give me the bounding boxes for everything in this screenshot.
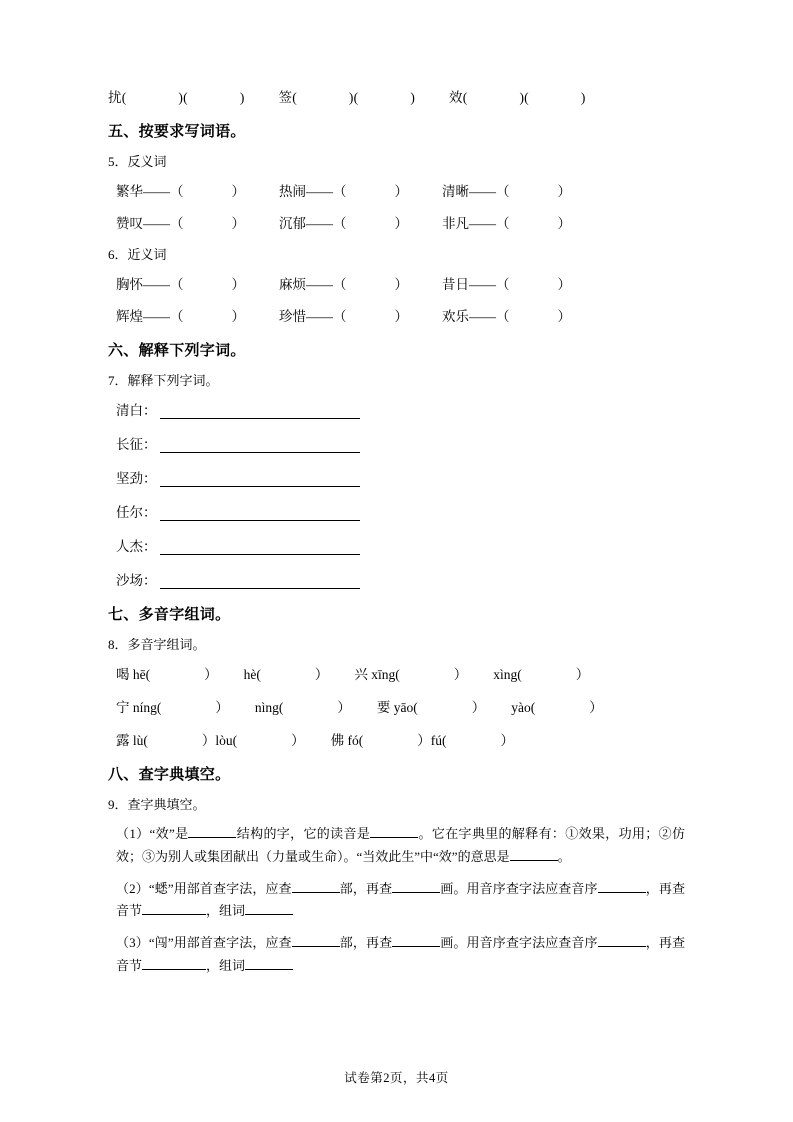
question-6-number: 6． bbox=[108, 247, 128, 262]
section-heading-six: 六、解释下列字词。 bbox=[108, 343, 246, 359]
dict-item-3-mid3: ，再查音节 bbox=[116, 935, 685, 973]
dict-item-2-mid2: 画。用音序查字法应查音序 bbox=[440, 880, 598, 896]
polyphone-char: 佛 bbox=[330, 733, 345, 748]
antonym-prompt: 热闹——（ bbox=[279, 184, 347, 199]
dict-item-1 bbox=[108, 823, 685, 869]
dict-blank[interactable] bbox=[392, 946, 440, 947]
dict-item-1-prefix: （1）“效”是 bbox=[116, 826, 189, 841]
definition-answer-line[interactable] bbox=[160, 404, 360, 419]
question-7-title bbox=[108, 370, 685, 389]
dict-blank[interactable] bbox=[188, 837, 236, 838]
question-8-number: 8． bbox=[108, 637, 128, 652]
dict-blank[interactable] bbox=[392, 892, 440, 893]
question-5-title bbox=[108, 151, 685, 170]
polyphone-char: 露 bbox=[116, 733, 130, 748]
definition-word: 人杰： bbox=[116, 539, 157, 554]
synonym-prompt: 辉煌——（ bbox=[116, 309, 184, 324]
dict-item-1-mid2: 。它在字典里的解释有：①效果，功用；②仿效；③为别人或集团献出（力量或生命）。“当效此生”中“效”的意思是 bbox=[116, 826, 685, 864]
synonym-prompt: 胸怀——（ bbox=[116, 277, 184, 292]
polyphone-pinyin: fú( bbox=[430, 733, 447, 748]
definition-word: 沙场： bbox=[116, 573, 157, 588]
antonym-row-1: 繁华——（ ） 热闹——（ ） 清晰——（ ） bbox=[108, 180, 685, 200]
definition-answer-line[interactable] bbox=[160, 574, 360, 589]
definition-word: 坚劲： bbox=[116, 471, 157, 486]
synonym-row-2: 辉煌——（ ） 珍惜——（ ） 欢乐——（ ） bbox=[108, 305, 685, 325]
question-6-title bbox=[108, 244, 685, 263]
polyphone-pinyin: nìng( bbox=[254, 700, 284, 715]
definition-word: 任尔： bbox=[116, 505, 157, 520]
antonym-prompt: 沉郁——（ bbox=[279, 216, 347, 231]
antonym-prompt: 清晰——（ bbox=[442, 184, 510, 199]
dict-blank[interactable] bbox=[510, 860, 558, 861]
polyphone-row-3: 露 lù( ）lòu( ） 佛 fó( ）fú( ） bbox=[116, 733, 514, 748]
dict-blank[interactable] bbox=[245, 969, 293, 970]
dict-item-2 bbox=[108, 878, 685, 924]
top-fill-char-2: 签 bbox=[278, 90, 293, 105]
antonym-row-2: 赞叹——（ ） 沉郁——（ ） 非凡——（ ） bbox=[108, 212, 685, 232]
section-heading-five: 五、按要求写词语。 bbox=[108, 124, 246, 140]
definition-row bbox=[108, 399, 685, 419]
definition-row bbox=[108, 433, 685, 453]
dict-blank[interactable] bbox=[292, 892, 340, 893]
dict-blank[interactable] bbox=[245, 914, 293, 915]
question-9-label: 查字典填空。 bbox=[127, 797, 206, 812]
polyphone-row-2: 宁 níng( ） nìng( ） 要 yāo( ） yào( ） bbox=[116, 700, 603, 715]
top-fill-char-3: 效 bbox=[449, 90, 463, 105]
dict-blank[interactable] bbox=[598, 946, 646, 947]
dict-item-2-mid1: 部，再查 bbox=[339, 880, 393, 896]
polyphone-pinyin: lù( bbox=[132, 733, 148, 748]
polyphone-pinyin: hè( bbox=[243, 667, 261, 682]
polyphone-pinyin: lòu( bbox=[215, 733, 238, 748]
polyphone-pinyin: fó( bbox=[347, 733, 364, 748]
top-fill-row: 扰( )( ) 签( )( ) 效( )( ) bbox=[108, 90, 586, 105]
polyphone-pinyin: xìng( bbox=[493, 667, 522, 682]
definition-answer-line[interactable] bbox=[160, 506, 360, 521]
question-5-label: 反义词 bbox=[127, 154, 167, 169]
synonym-row-1: 胸怀——（ ） 麻烦——（ ） 昔日——（ ） bbox=[108, 273, 685, 293]
dict-blank[interactable] bbox=[142, 914, 206, 915]
polyphone-char: 要 bbox=[376, 700, 391, 715]
synonym-prompt: 珍惜——（ bbox=[279, 309, 347, 324]
dict-item-3-mid4: ，组词 bbox=[206, 957, 246, 973]
question-9-number: 9． bbox=[108, 797, 128, 812]
antonym-prompt: 繁华——（ bbox=[116, 184, 184, 199]
dict-item-3-prefix: （3）“闯”用部首查字法，应查 bbox=[116, 935, 292, 950]
polyphone-pinyin: yāo( bbox=[393, 700, 418, 715]
question-5-number: 5． bbox=[108, 154, 128, 169]
definition-row bbox=[108, 569, 685, 589]
definition-answer-line[interactable] bbox=[160, 472, 360, 487]
page-footer: 试卷第2页，共4页 bbox=[344, 1071, 449, 1085]
antonym-prompt: 赞叹——（ bbox=[116, 216, 184, 231]
dict-blank[interactable] bbox=[598, 892, 646, 893]
dict-blank[interactable] bbox=[370, 837, 418, 838]
dict-blank[interactable] bbox=[142, 969, 206, 970]
definition-answer-line[interactable] bbox=[160, 540, 360, 555]
top-fill-char-1: 扰 bbox=[108, 90, 122, 105]
polyphone-pinyin: yào( bbox=[511, 700, 536, 715]
definition-word: 清白： bbox=[116, 403, 157, 418]
dict-item-2-mid4: ，组词 bbox=[206, 903, 246, 919]
question-8-title bbox=[108, 634, 685, 653]
dict-item-1-mid1: 结构的字，它的读音是 bbox=[236, 826, 371, 841]
synonym-prompt: 昔日——（ bbox=[442, 277, 510, 292]
synonym-prompt: 麻烦——（ bbox=[279, 277, 347, 292]
synonym-prompt: 欢乐——（ bbox=[442, 309, 510, 324]
antonym-prompt: 非凡——（ bbox=[442, 216, 510, 231]
dict-item-2-prefix: （2）“蟋”用部首查字法，应查 bbox=[116, 880, 292, 896]
question-7-number: 7． bbox=[108, 373, 128, 388]
polyphone-char: 宁 bbox=[116, 700, 130, 715]
polyphone-char: 兴 bbox=[354, 667, 368, 682]
polyphone-row-1: 喝 hē( ） hè( ） 兴 xīng( ） xìng( ） bbox=[116, 667, 590, 682]
dict-item-3 bbox=[108, 932, 685, 978]
definition-word: 长征： bbox=[116, 437, 157, 452]
definition-row bbox=[108, 501, 685, 521]
polyphone-char: 喝 bbox=[116, 667, 130, 682]
dict-item-3-mid1: 部，再查 bbox=[339, 935, 393, 950]
polyphone-pinyin: xīng( bbox=[371, 667, 400, 682]
definition-row bbox=[108, 467, 685, 487]
question-9-title bbox=[108, 794, 685, 813]
section-heading-eight: 八、查字典填空。 bbox=[108, 767, 231, 783]
question-6-label: 近义词 bbox=[127, 247, 167, 262]
dict-item-3-mid2: 画。用音序查字法应查音序 bbox=[440, 935, 598, 950]
polyphone-pinyin: níng( bbox=[132, 700, 162, 715]
question-8-label: 多音字组词。 bbox=[127, 637, 206, 652]
question-7-label: 解释下列字词。 bbox=[127, 373, 219, 388]
definition-answer-line[interactable] bbox=[160, 438, 360, 453]
dict-blank[interactable] bbox=[292, 946, 340, 947]
dict-item-2-mid3: ，再查音节 bbox=[116, 880, 685, 919]
dict-item-1-suffix: 。 bbox=[557, 848, 571, 864]
definition-row bbox=[108, 535, 685, 555]
section-heading-seven: 七、多音字组词。 bbox=[108, 607, 231, 623]
polyphone-pinyin: hē( bbox=[132, 667, 151, 682]
